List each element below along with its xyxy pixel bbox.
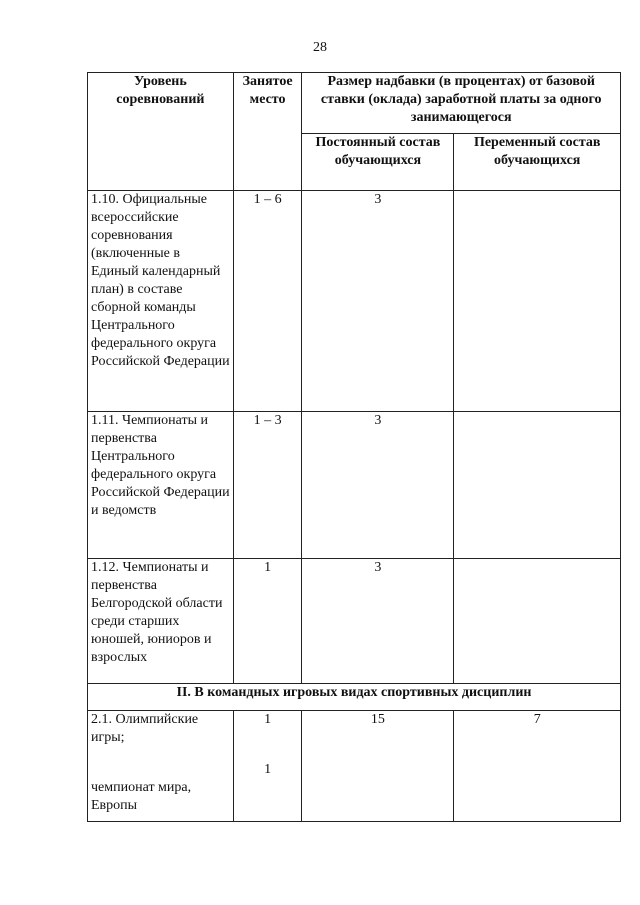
cell-permanent: 3	[302, 559, 454, 684]
cell-variable	[454, 559, 621, 684]
cell-variable	[454, 191, 621, 412]
cell-place: 1	[233, 559, 302, 684]
cell-place: 1 – 6	[233, 191, 302, 412]
section-heading: II. В командных игровых видах спортивных дисциплин	[88, 684, 621, 711]
header-permanent: Постоянный состав обучающихся	[302, 134, 454, 191]
cell-variable	[454, 412, 621, 559]
cell-level-world-europe: чемпионат мира, Европы	[91, 780, 192, 813]
cell-place: 1 – 3	[233, 412, 302, 559]
header-place: Занятое место	[233, 73, 302, 191]
header-bonus: Размер надбавки (в процентах) от базовой ставки (оклада) заработной платы за одного занимающегося	[302, 73, 621, 134]
cell-permanent: 3	[302, 412, 454, 559]
table-row	[88, 711, 621, 822]
cell-variable: 7	[454, 711, 621, 822]
header-variable: Переменный состав обучающихся	[454, 134, 621, 191]
cell-permanent: 15	[302, 711, 454, 822]
page-number: 28	[313, 40, 327, 55]
table-row	[88, 191, 621, 412]
header-level: Уровень соревнований	[88, 73, 234, 191]
cell-level: 1.11. Чемпионаты и первенства Центрального федерального округа Российской Федерации и ведомств	[88, 412, 234, 559]
cell-place-olympics: 1	[264, 712, 272, 727]
cell-place-world-europe: 1	[264, 762, 272, 777]
section-row	[88, 684, 621, 711]
cell-level: 1.10. Официальные всероссийские соревнования (включенные в Единый календарный план) в составе сборной команды Центрального федерального округа Российской Федерации	[88, 191, 234, 412]
table-row	[88, 412, 621, 559]
cell-place	[233, 711, 302, 822]
header-row	[88, 73, 621, 134]
cell-level-olympics: 2.1. Олимпийские игры;	[91, 712, 199, 745]
table-row	[88, 559, 621, 684]
bonus-table	[87, 72, 621, 822]
cell-level: 1.12. Чемпионаты и первенства Белгородской области среди старших юношей, юниоров и взрослых	[88, 559, 234, 684]
cell-permanent: 3	[302, 191, 454, 412]
cell-level	[88, 711, 234, 822]
